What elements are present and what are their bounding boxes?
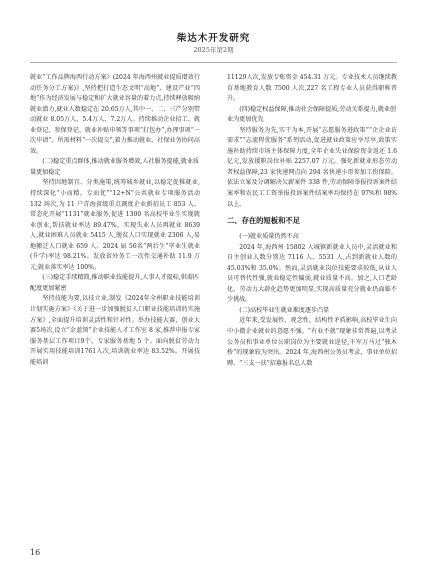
body-paragraph: 坚持服务为先,实干为本,开展“志愿服务进政策”“企企业访需求”“志流程优服务”系列活动,促进就业政策应享尽享,政策实施补助持续市场主体保障力度,全年企业失业保险资金返还 1.6 亿元,发放援职岗位补贴 2257.07 万元。强化新就业形态劳动者权益保障,23 家快递网点向 294 名快递小哥参加工伤保险。依法立案及分调解决欠薪案件 338 件,劳动保障举报投诉案件结案率和农民工工资举报投诉案件结案率均保持在 97%和 98%以上。 <box>227 126 397 208</box>
subsection-heading: (二)高校毕业生就业难度逐步凸显 <box>239 306 330 314</box>
page-number: 16 <box>30 548 41 557</box>
body-paragraph: 就业“工作品牌海西行动方案》(2024 年海西州就业提质增效行动任务分工方案)》,坚持把打造生态文明“高地”、建设产业“四地”作为经济发展与稳定和扩大就业容量的着力点,持续释放吸纳就业潜力,就业人数稳定在 20.65万人,其中一、二、三产分别带动就业 8.05万人、5.4万人、7.2万人。持续推动企业招工、就业登记、参保登记、就业补贴申领等事项“打包办”,办理事项“一次申请”、所需材料“一次提交”,着力推动就业、社保业务协同高效。 <box>30 74 200 155</box>
journal-title: 柴达木开发研究 <box>176 33 251 44</box>
body-paragraph: 2024 年,海西州 15802 人城镇新就业人员中,灵活就业和自主创业人数分别达 7116 人、5531 人,占到新就业人数的 45.03%和 35.0%。然而,灵活就业岗位技能要求较低,从业人员可替代性强,就业稳定性偏弱,就业质量不高。加之,人口老龄化、劳动力大龄化趋势更加明显,实现高质量充分就业仍面临不少挑战。 <box>227 243 397 304</box>
body-paragraph: 坚持技能为要,以技立业,制发《2024年全州职业技能培训计划实施方案》《关于进一步加强脱贫人口职业技能培训的实施方案》,全面提升培训灵活性和针对性。举办技能大赛、创业大赛5场次,设立“金蓝领”企业技能人才工作室 8 家,推荐申报专家服务基层工作项目9个、专家服务基地 5 个。面向脱贫劳动力开展实用技能培训1761人次,培训就业率达 83.52%。开展技能培训 <box>30 295 200 366</box>
body-paragraph: 11129人次,发放专账资金 454.31 万元。专业技术人员继续教育基地教育人数 7500 人次,227 名工程专业人员获得职称晋升。 <box>227 74 397 103</box>
section-heading: 二、存在的短板和不足 <box>227 216 300 226</box>
subsection-heading: (三)稳定手续精简,推动职业技能提升,人事人才提标,供需匹配度更加紧密 <box>30 274 200 292</box>
left-text-column <box>30 73 200 543</box>
body-paragraph: 近年来,受发展性、观念性、结构性矛盾影响,高校毕业生向中小微企业就业的意愿不强。“有业不就”现象非常普遍,以考录公务员和事业单位公职岗位为主要就业途径,千军万马过“独木桥”的现象较为突出。2024 年,海西州公务员考录、事业单位招聘、“三支一扶”招募报名总人数 <box>227 317 397 367</box>
subsection-heading: (四)稳定权益保障,推动社会保障提质,劳动关系提力,就业创业为更加优先 <box>227 105 397 124</box>
subsection-heading: (二)稳定重点群体,推动就业服务增效,人社服务提能,就业质量更加稳定 <box>30 158 200 176</box>
body-paragraph: 坚持因地制宜、分类施策,统筹城乡就业,以稳定促推就业,持续深化“小而精、专而优”“12+N”公共就业专项服务活动 132 场次,为 11 户青海省级重点调度企业新招员工 853 人。常态化开展“1131”就业服务,促进 1300 名高校毕业生实现就业创业,帮扶就业率达 89.47%。实现失业人员再就业 8639 人,就业困难人员就业 5415 人,脱贫人口实现就业 2306 人,易地搬迁人口就业 659 人。2024 届 56名“两后生”毕业生就业(升学)率达 98.21%。发放省外务工一次性交通补助 11.9 万元,就业落实率达 100%。 <box>30 179 200 271</box>
issue-label: 2025年第2期 <box>193 46 234 54</box>
header-rule <box>30 62 397 63</box>
running-header <box>0 30 427 54</box>
right-text-column <box>227 73 397 543</box>
subsection-heading: (一)就业质量仍然不高 <box>239 233 299 241</box>
